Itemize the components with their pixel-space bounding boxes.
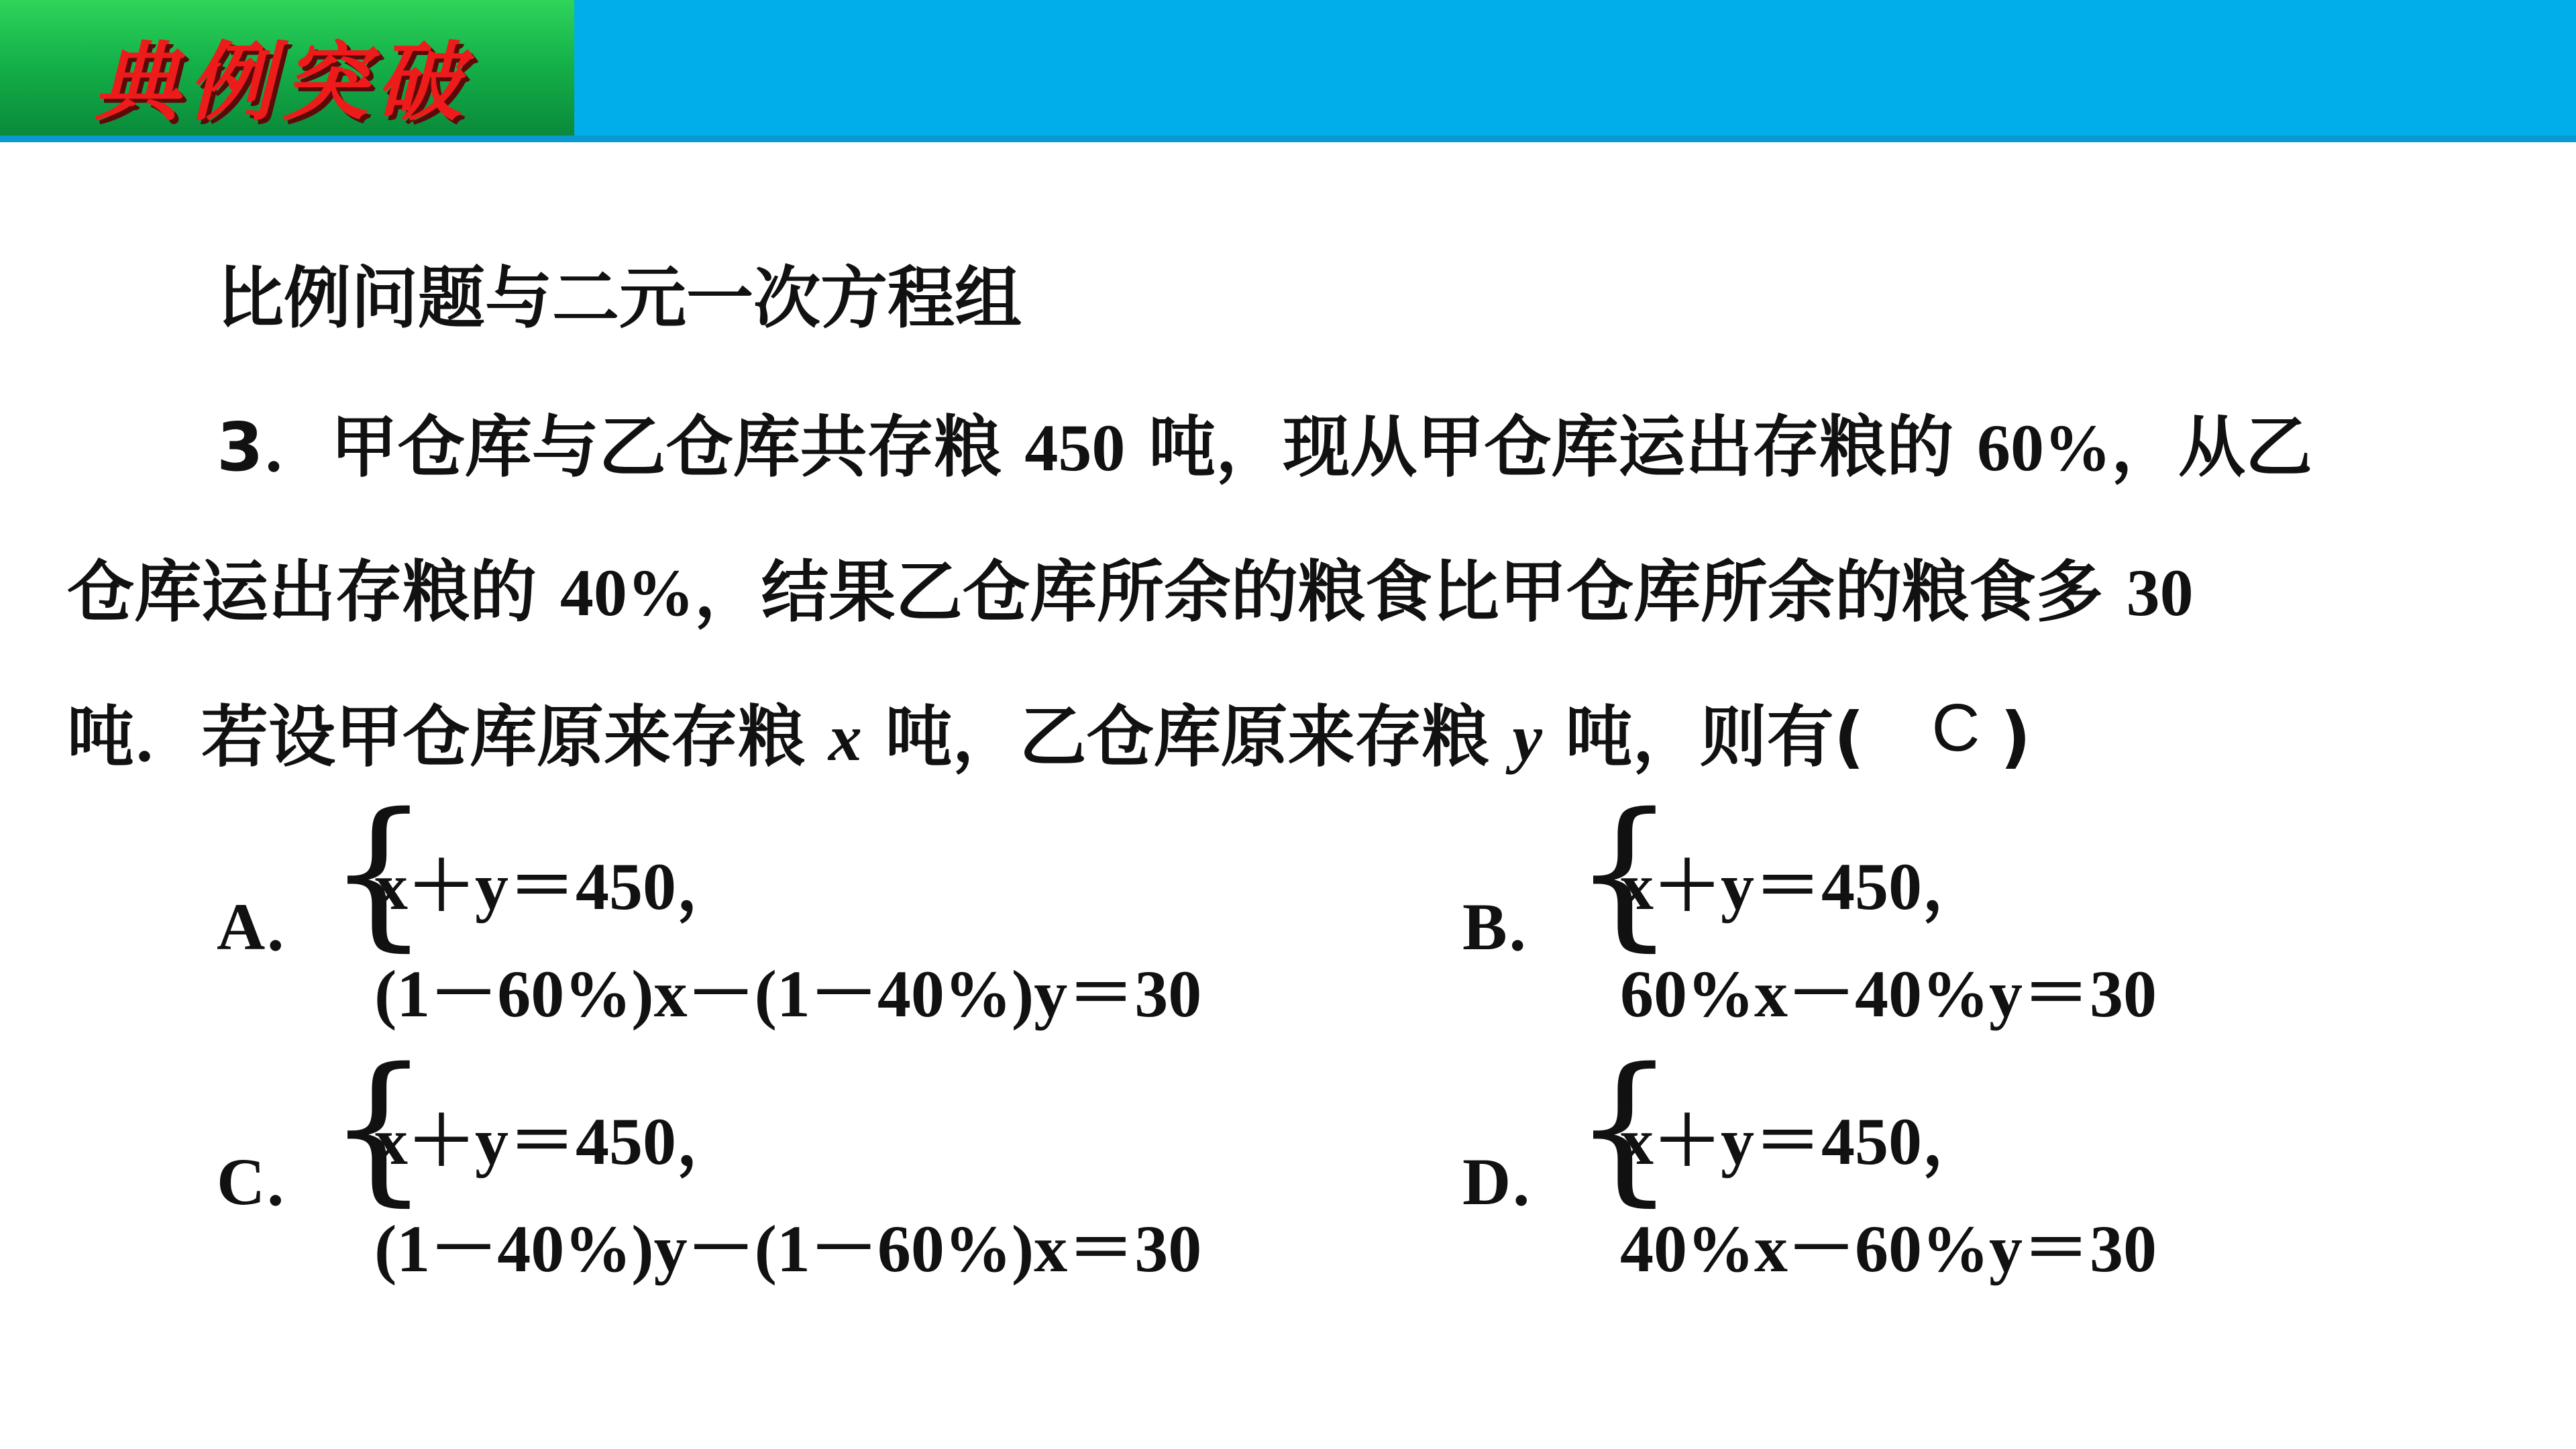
- option-label: B．: [1462, 890, 1574, 964]
- question-number: 450: [1024, 411, 1126, 485]
- equation-2: 40%x－60%y＝30: [1620, 1212, 2157, 1286]
- question-number: 30: [2126, 555, 2194, 630]
- question-text: 仓库运出存粮的: [67, 553, 560, 631]
- brace-icon: {: [327, 1033, 430, 1221]
- equation-2: 60%x－40%y＝30: [1620, 957, 2157, 1031]
- question-text: ，结果乙仓库所余的粮食比甲仓库所余的粮食多: [694, 553, 2127, 631]
- equation-1: x＋y＝450，: [374, 849, 743, 924]
- question-line-1: [217, 393, 2312, 490]
- equation-2: (1－40%)y－(1－60%)x＝30: [374, 1212, 1202, 1286]
- question-text: ，从乙: [2111, 408, 2313, 486]
- question-text: 3．甲仓库与乙仓库共存粮: [217, 408, 1025, 486]
- section-title: 比例问题与二元一次方程组: [217, 259, 1022, 337]
- brace-icon: {: [1573, 1033, 1676, 1221]
- equation-1: x＋y＝450，: [1620, 1104, 1989, 1179]
- question-number: 40%: [559, 555, 694, 630]
- question-text: 吨．若设甲仓库原来存粮: [67, 698, 828, 776]
- badge-text: 典例突破: [94, 32, 470, 133]
- equation-1: x＋y＝450，: [1620, 849, 1989, 924]
- brace-icon: {: [327, 778, 430, 966]
- question-number: 60%: [1977, 411, 2112, 485]
- section-badge: [0, 0, 574, 136]
- answer-text: C: [1931, 690, 1980, 765]
- option-label: C．: [217, 1144, 333, 1219]
- variable-y: y: [1512, 700, 1542, 775]
- question-text: 吨，乙仓库原来存粮: [861, 698, 1513, 776]
- question-text: ): [2000, 698, 2031, 776]
- option-label: D．: [1462, 1144, 1578, 1219]
- option-label: A．: [217, 890, 333, 964]
- variable-x: x: [828, 700, 862, 775]
- question-line-3: [67, 683, 2031, 780]
- equation-2: (1－60%)x－(1－40%)y＝30: [374, 957, 1202, 1031]
- question-line-2: [67, 538, 2194, 635]
- question-text: 吨，则有(: [1542, 698, 1865, 776]
- question-text: 吨，现从甲仓库运出存粮的: [1125, 408, 1978, 486]
- brace-icon: {: [1573, 778, 1676, 966]
- equation-1: x＋y＝450，: [374, 1104, 743, 1179]
